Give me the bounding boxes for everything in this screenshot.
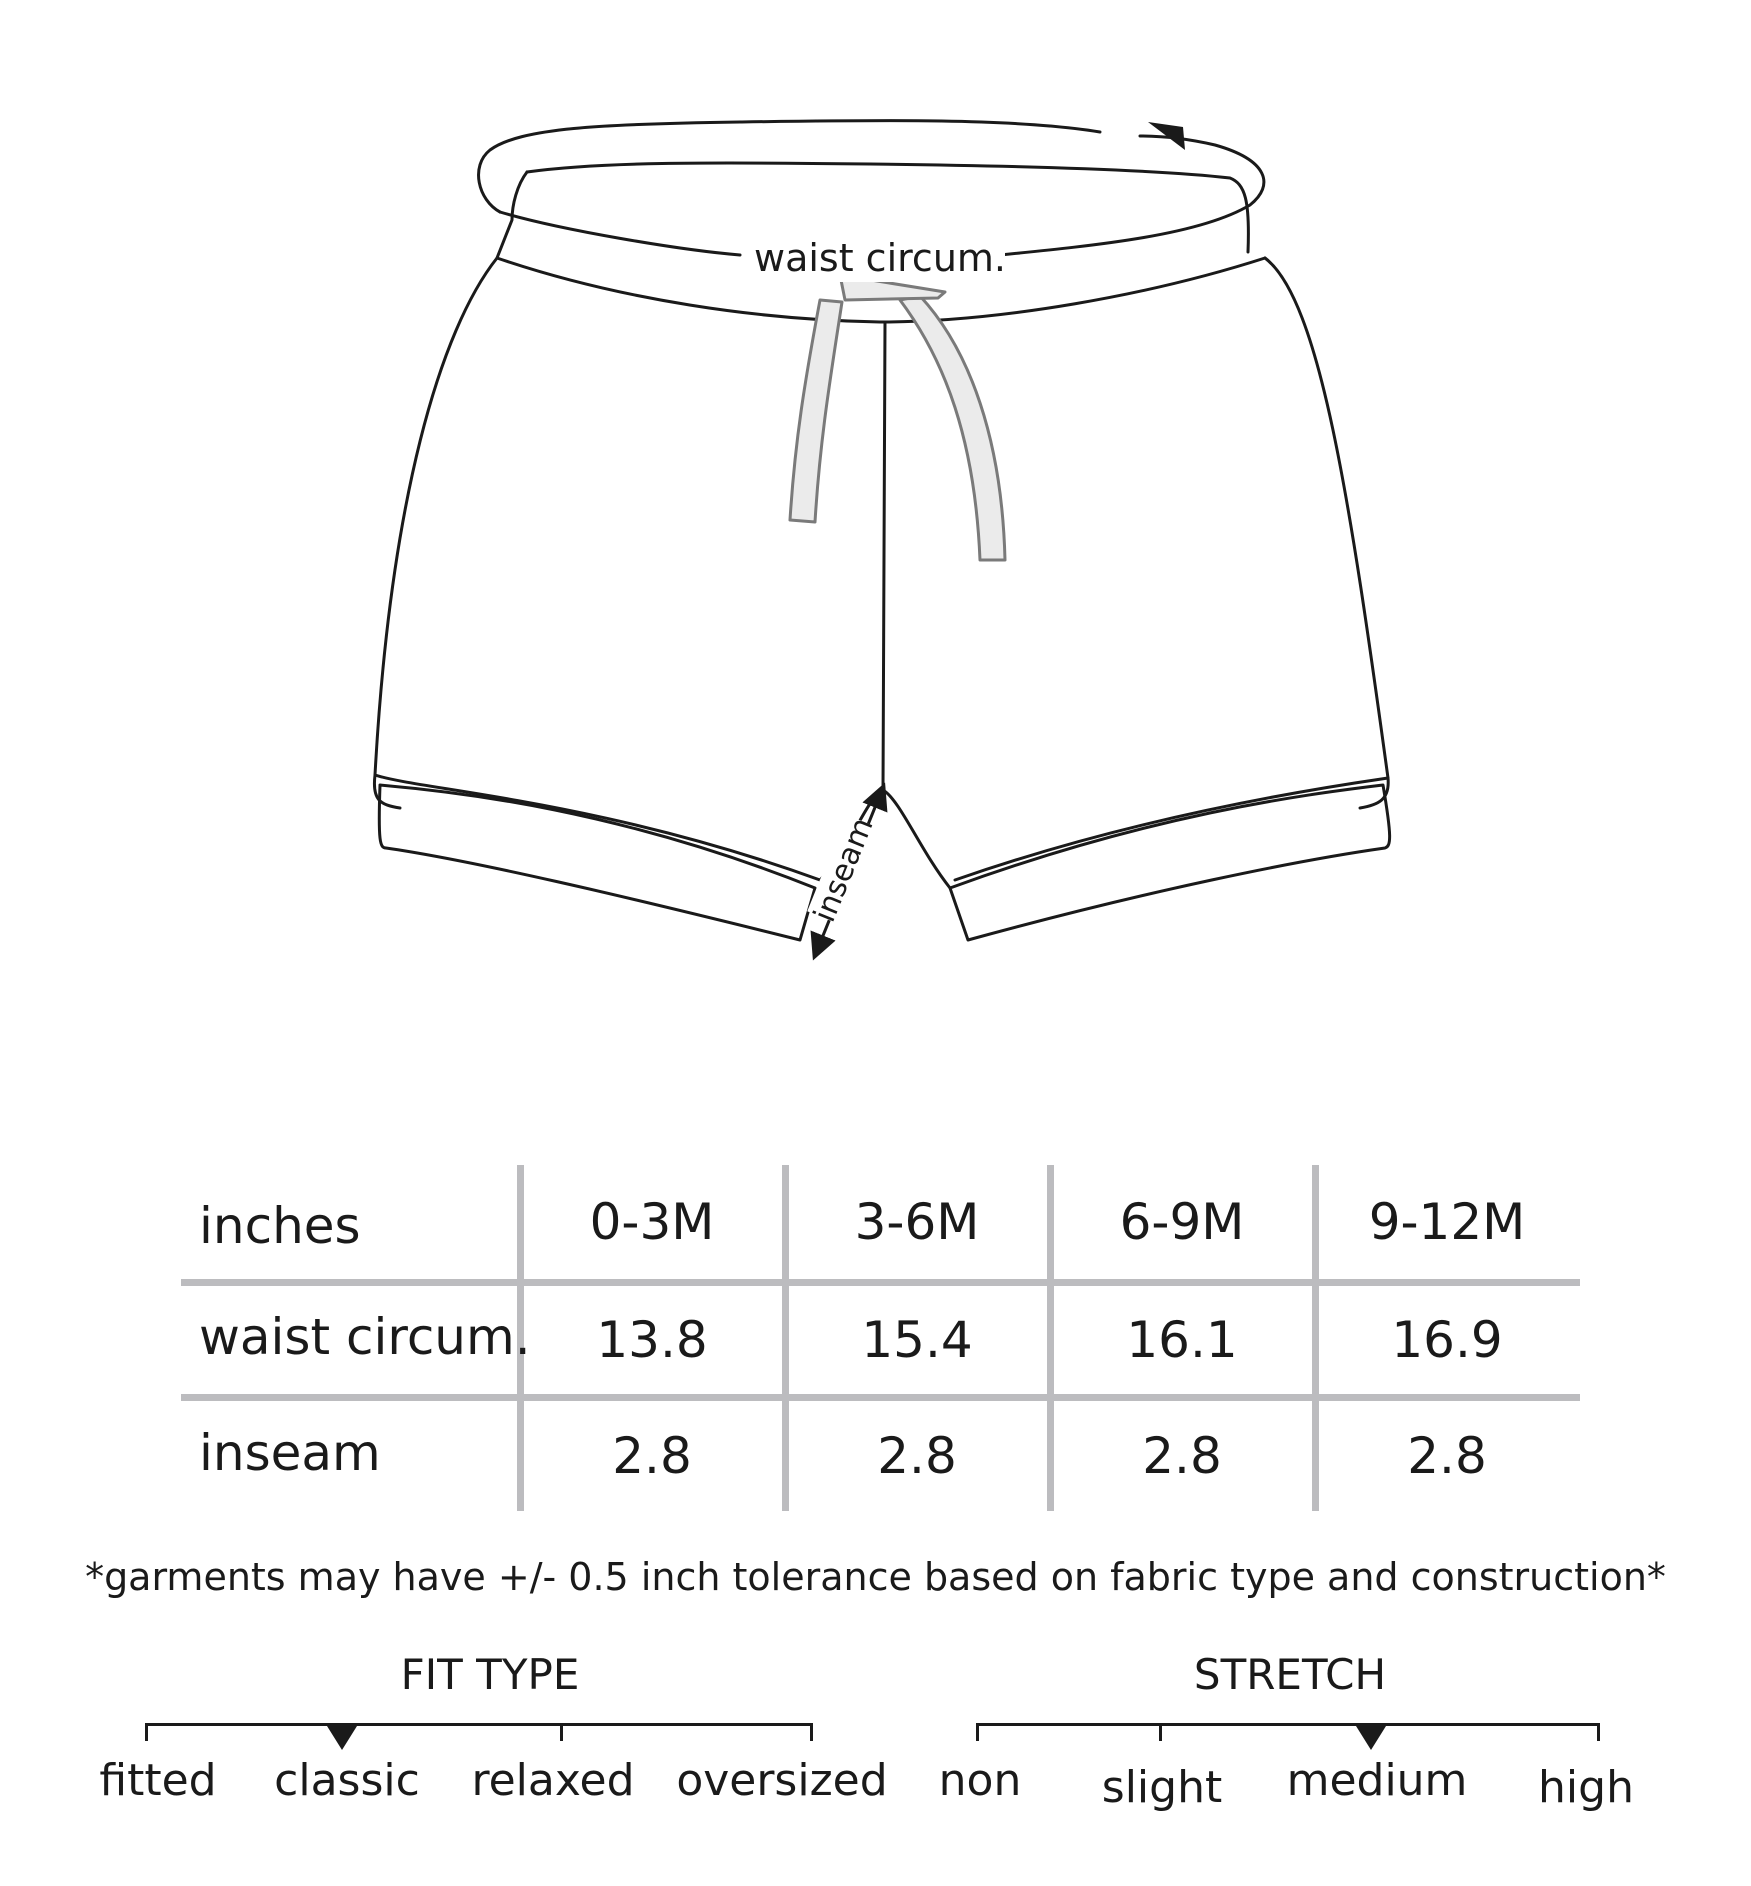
table-row-label: inseam bbox=[199, 1424, 381, 1482]
stretch-title: STRETCH bbox=[1193, 1650, 1387, 1699]
table-column-header: 6-9M bbox=[1119, 1193, 1245, 1251]
table-row-label: waist circum. bbox=[199, 1308, 531, 1366]
fit-type-title: FIT TYPE bbox=[400, 1650, 580, 1699]
left-leg-outline bbox=[374, 258, 497, 808]
size-chart-table bbox=[181, 1165, 1580, 1511]
fit-type-tick bbox=[560, 1723, 563, 1741]
stretch-label: high bbox=[1538, 1762, 1634, 1813]
center-seam bbox=[883, 322, 885, 790]
waistband-left-edge bbox=[497, 172, 527, 258]
stretch-axis bbox=[976, 1723, 1600, 1726]
stretch-marker-icon bbox=[1356, 1726, 1386, 1750]
table-cell: 16.9 bbox=[1391, 1311, 1503, 1369]
right-leg-outline bbox=[1265, 258, 1388, 808]
fit-type-label: classic bbox=[274, 1755, 420, 1806]
waist-measure-front-left bbox=[500, 212, 740, 255]
table-cell: 2.8 bbox=[877, 1427, 957, 1485]
table-corner-header: inches bbox=[199, 1197, 361, 1255]
stretch-tick bbox=[1597, 1723, 1600, 1741]
fit-type-marker-icon bbox=[327, 1726, 357, 1750]
table-column-header: 0-3M bbox=[589, 1193, 715, 1251]
table-cell: 16.1 bbox=[1126, 1311, 1238, 1369]
table-column-header: 3-6M bbox=[854, 1193, 980, 1251]
tolerance-note: *garments may have +/- 0.5 inch tolerance based on fabric type and construction* bbox=[85, 1555, 1666, 1599]
fit-type-scale bbox=[99, 1650, 888, 1830]
table-cell: 15.4 bbox=[861, 1311, 973, 1369]
stretch-scale bbox=[940, 1650, 1640, 1830]
table-cell: 2.8 bbox=[1407, 1427, 1487, 1485]
left-cuff bbox=[379, 785, 815, 940]
table-column-header: 9-12M bbox=[1368, 1193, 1526, 1251]
fit-type-tick bbox=[145, 1723, 148, 1741]
stretch-tick bbox=[1159, 1723, 1162, 1741]
stretch-label: non bbox=[938, 1755, 1022, 1806]
table-cell: 13.8 bbox=[596, 1311, 708, 1369]
right-cuff bbox=[950, 785, 1390, 940]
drawstring-right bbox=[900, 296, 1005, 560]
table-divider bbox=[181, 1394, 1580, 1401]
drawstring-left bbox=[790, 300, 842, 522]
table-cell: 2.8 bbox=[612, 1427, 692, 1485]
waist-circum-label: waist circum. bbox=[753, 236, 1007, 280]
stretch-label: medium bbox=[1286, 1755, 1468, 1806]
fit-type-axis bbox=[145, 1723, 813, 1726]
stretch-tick bbox=[976, 1723, 979, 1741]
fit-type-label: oversized bbox=[676, 1755, 888, 1806]
fit-type-tick bbox=[810, 1723, 813, 1741]
inseam-label: inseam bbox=[807, 812, 881, 928]
table-cell: 2.8 bbox=[1142, 1427, 1222, 1485]
fit-type-label: relaxed bbox=[471, 1755, 635, 1806]
stretch-label: slight bbox=[1101, 1762, 1223, 1813]
waist-measure-front-right bbox=[1000, 136, 1264, 255]
fit-type-label: fitted bbox=[99, 1755, 217, 1806]
